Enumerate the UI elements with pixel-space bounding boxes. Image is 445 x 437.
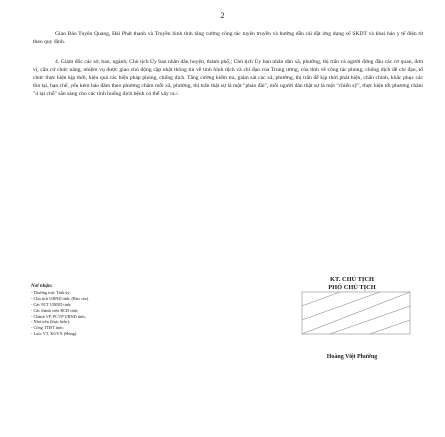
paragraph-media-instruction: Giao Báo Tuyên Quang, Đài Phát thanh và Truyền hình tỉnh tăng cường công tác tuyên truyền và hướng dẫn cài đặt ứng dụng số SKDT và khai báo y tế điện tử theo quy định. <box>33 31 423 46</box>
recipients-heading: Nơi nhận: <box>31 284 53 289</box>
signature-title: PHÓ CHỦ TỊCH <box>328 284 376 291</box>
recipient-item: - Thường trực Tỉnh ủy; <box>31 289 71 295</box>
signature-org: KT. CHỦ TỊCH <box>330 276 374 283</box>
page-number: 2 <box>220 11 225 20</box>
recipient-item: - Cổng TTĐT tỉnh; <box>31 325 64 331</box>
recipient-item: - Như trên (thực hiện); <box>31 319 71 325</box>
recipient-item: - Các PCT UBND tỉnh; <box>31 301 72 307</box>
recipient-item: - Các thành viên BCĐ tỉnh; <box>31 307 79 313</box>
recipients-block <box>31 284 181 337</box>
digital-signature-seal-graphic <box>300 290 412 336</box>
signer-name: Hoàng Việt Phường <box>326 354 378 360</box>
paragraph-directors-instruction: 4. Giám đốc các sở, ban, ngành; Chủ tịch Ủy ban nhân dân huyện, thành phố,; Chủ tịch Ủy ban nhân dân xã, phường, thị trấn và người đứng đầu các cơ quan, đơn vị, cần cứ chức năng, nhiệm vụ được giao chủ động cập nhật thông tin về tình hình dịch và chỉ đạo của Trung ương, của tỉnh về công tác phòng, chống dịch để chỉ đạo, tổ chức thực hiện kịp thời, hiệu quả các biện pháp phòng, chống dịch. Tăng cường kiểm tra, giám sát các xã, phường, thị trấn để kịp thời phát hiện, chấn chỉnh, khắc phục các tồn tại, hạn chế, yếu kém bảo đảm theo phương châm mỗi xã, phường, thị trấn thật sự là một "pháo đài", mỗi người dân thật sự là một "chiến sỹ", thực hiện tốt phương châm "4 tại chỗ" sẵn sàng cho các tình huống dịch bệnh có thể xảy ra./. <box>33 59 423 98</box>
recipient-item: - Lưu: VT, KGVX (Hùng). <box>31 331 78 337</box>
recipient-item: - Chủ tịch UBND tỉnh; (Báo cáo) <box>31 295 89 301</box>
recipient-item: - Chánh VP, PCVP UBND tỉnh; <box>31 313 86 319</box>
